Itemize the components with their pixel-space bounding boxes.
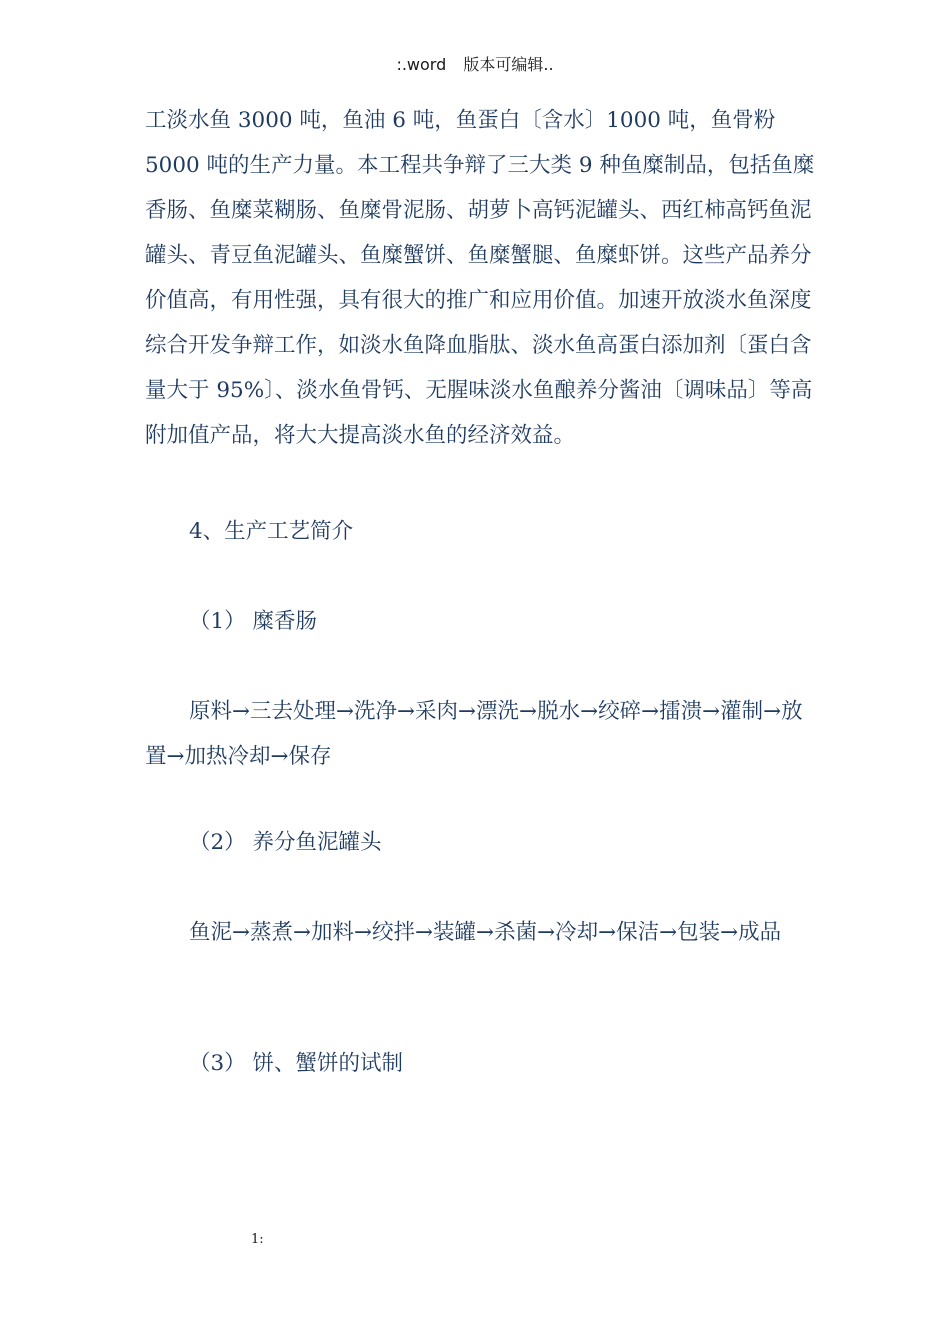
section-title: 4、生产工艺简介 xyxy=(189,519,354,544)
subsection-title-1: （1） 糜香肠 xyxy=(189,609,318,634)
header-editable-note: 版本可编辑.. xyxy=(463,55,554,74)
subsection-title-2: （2） 养分鱼泥罐头 xyxy=(189,830,382,855)
header-doc-type: :.word xyxy=(396,55,447,74)
process-flow-1: 原料→三去处理→洗净→采肉→漂洗→脱水→绞碎→擂溃→灌制→放置→加热冷却→保存 xyxy=(145,699,803,769)
process-flow-2: 鱼泥→蒸煮→加料→绞拌→装罐→杀菌→冷却→保洁→包装→成品 xyxy=(189,920,782,945)
subsection-title-3: （3） 饼、蟹饼的试制 xyxy=(189,1051,404,1076)
page-header xyxy=(0,52,950,75)
page-footer-number: 1: xyxy=(251,1232,264,1247)
intro-paragraph: 工淡水鱼 3000 吨，鱼油 6 吨，鱼蛋白〔含水〕1000 吨，鱼骨粉 5000 吨的生产力量。本工程共争辩了三大类 9 种鱼糜制品，包括鱼糜香肠、鱼糜菜糊肠、鱼糜骨泥肠、胡萝卜高钙泥罐头、西红柿高钙鱼泥罐头、青豆鱼泥罐头、鱼糜蟹饼、鱼糜蟹腿、鱼糜虾饼。这些产品养分价值高，有用性强，具有很大的推广和应用价值。加速开放淡水鱼深度综合开发争辩工作，如淡水鱼降血脂肽、淡水鱼高蛋白添加剂〔蛋白含量大于 95%〕、淡水鱼骨钙、无腥味淡水鱼酿养分酱油〔调味品〕等高附加值产品，将大大提高淡水鱼的经济效益。 xyxy=(145,108,815,448)
